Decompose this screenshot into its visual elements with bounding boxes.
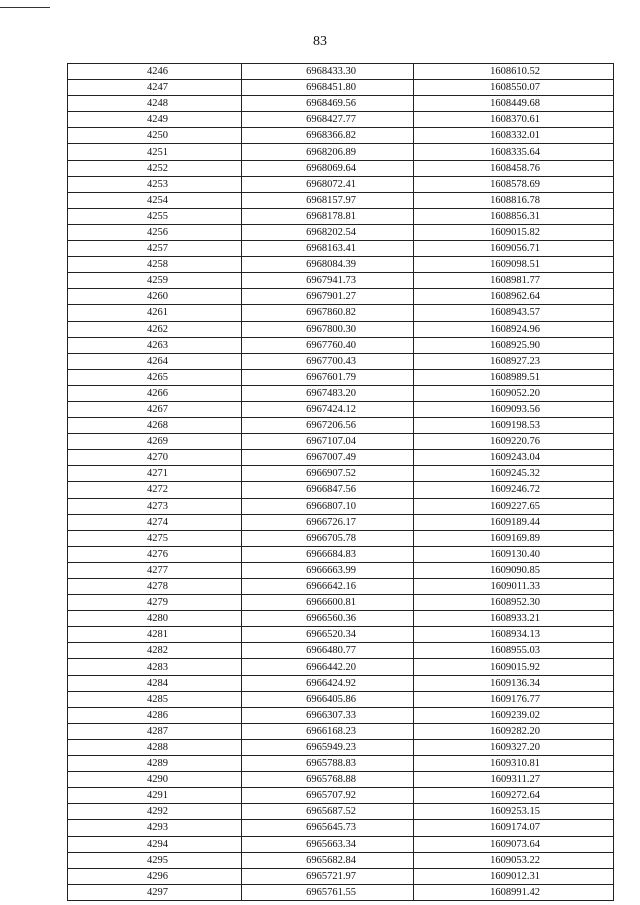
point-number-cell: 4284 — [68, 675, 242, 691]
table-row — [68, 723, 614, 739]
table-row — [68, 788, 614, 804]
y-coordinate-cell: 1609243.04 — [414, 450, 614, 466]
y-coordinate-cell: 1609056.71 — [414, 241, 614, 257]
x-coordinate-cell: 6968202.54 — [242, 224, 414, 240]
table-row — [68, 627, 614, 643]
table-row — [68, 836, 614, 852]
x-coordinate-cell: 6965788.83 — [242, 756, 414, 772]
x-coordinate-cell: 6968163.41 — [242, 241, 414, 257]
table-row — [68, 595, 614, 611]
y-coordinate-cell: 1609245.32 — [414, 466, 614, 482]
y-coordinate-cell: 1608335.64 — [414, 144, 614, 160]
point-number-cell: 4269 — [68, 434, 242, 450]
table-row — [68, 514, 614, 530]
x-coordinate-cell: 6966705.78 — [242, 530, 414, 546]
x-coordinate-cell: 6966520.34 — [242, 627, 414, 643]
table-row — [68, 691, 614, 707]
x-coordinate-cell: 6968433.30 — [242, 64, 414, 80]
x-coordinate-cell: 6968366.82 — [242, 128, 414, 144]
x-coordinate-cell: 6967206.56 — [242, 418, 414, 434]
x-coordinate-cell: 6965645.73 — [242, 820, 414, 836]
x-coordinate-cell: 6967601.79 — [242, 369, 414, 385]
y-coordinate-cell: 1609220.76 — [414, 434, 614, 450]
x-coordinate-cell: 6967007.49 — [242, 450, 414, 466]
x-coordinate-cell: 6967700.43 — [242, 353, 414, 369]
table-row — [68, 64, 614, 80]
page-number: 83 — [313, 34, 327, 49]
x-coordinate-cell: 6966442.20 — [242, 659, 414, 675]
point-number-cell: 4257 — [68, 241, 242, 257]
y-coordinate-cell: 1609098.51 — [414, 257, 614, 273]
y-coordinate-cell: 1609239.02 — [414, 707, 614, 723]
y-coordinate-cell: 1608981.77 — [414, 273, 614, 289]
table-row — [68, 450, 614, 466]
y-coordinate-cell: 1608934.13 — [414, 627, 614, 643]
y-coordinate-cell: 1609052.20 — [414, 385, 614, 401]
y-coordinate-cell: 1609327.20 — [414, 739, 614, 755]
table-row — [68, 804, 614, 820]
table-row — [68, 852, 614, 868]
y-coordinate-cell: 1608989.51 — [414, 369, 614, 385]
x-coordinate-cell: 6965663.34 — [242, 836, 414, 852]
point-number-cell: 4251 — [68, 144, 242, 160]
y-coordinate-cell: 1608952.30 — [414, 595, 614, 611]
x-coordinate-cell: 6966684.83 — [242, 546, 414, 562]
table-row — [68, 756, 614, 772]
point-number-cell: 4256 — [68, 224, 242, 240]
point-number-cell: 4252 — [68, 160, 242, 176]
y-coordinate-cell: 1609130.40 — [414, 546, 614, 562]
x-coordinate-cell: 6967800.30 — [242, 321, 414, 337]
y-coordinate-cell: 1609253.15 — [414, 804, 614, 820]
table-row — [68, 739, 614, 755]
point-number-cell: 4266 — [68, 385, 242, 401]
y-coordinate-cell: 1609169.89 — [414, 530, 614, 546]
x-coordinate-cell: 6968084.39 — [242, 257, 414, 273]
table-row — [68, 434, 614, 450]
table-row — [68, 369, 614, 385]
corner-rule — [0, 7, 50, 8]
x-coordinate-cell: 6967901.27 — [242, 289, 414, 305]
point-number-cell: 4258 — [68, 257, 242, 273]
x-coordinate-cell: 6966807.10 — [242, 498, 414, 514]
x-coordinate-cell: 6965761.55 — [242, 884, 414, 900]
table-row — [68, 820, 614, 836]
point-number-cell: 4270 — [68, 450, 242, 466]
y-coordinate-cell: 1609310.81 — [414, 756, 614, 772]
point-number-cell: 4297 — [68, 884, 242, 900]
coordinate-table-body — [68, 64, 614, 901]
point-number-cell: 4276 — [68, 546, 242, 562]
point-number-cell: 4246 — [68, 64, 242, 80]
point-number-cell: 4268 — [68, 418, 242, 434]
y-coordinate-cell: 1609015.82 — [414, 224, 614, 240]
x-coordinate-cell: 6968178.81 — [242, 208, 414, 224]
point-number-cell: 4247 — [68, 80, 242, 96]
y-coordinate-cell: 1609189.44 — [414, 514, 614, 530]
x-coordinate-cell: 6966405.86 — [242, 691, 414, 707]
x-coordinate-cell: 6968206.89 — [242, 144, 414, 160]
y-coordinate-cell: 1609227.65 — [414, 498, 614, 514]
table-row — [68, 337, 614, 353]
table-row — [68, 772, 614, 788]
y-coordinate-cell: 1609093.56 — [414, 401, 614, 417]
point-number-cell: 4291 — [68, 788, 242, 804]
point-number-cell: 4253 — [68, 176, 242, 192]
table-row — [68, 659, 614, 675]
point-number-cell: 4262 — [68, 321, 242, 337]
point-number-cell: 4294 — [68, 836, 242, 852]
x-coordinate-cell: 6968072.41 — [242, 176, 414, 192]
y-coordinate-cell: 1609012.31 — [414, 868, 614, 884]
x-coordinate-cell: 6968157.97 — [242, 192, 414, 208]
x-coordinate-cell: 6966642.16 — [242, 579, 414, 595]
point-number-cell: 4275 — [68, 530, 242, 546]
y-coordinate-cell: 1608370.61 — [414, 112, 614, 128]
point-number-cell: 4254 — [68, 192, 242, 208]
point-number-cell: 4273 — [68, 498, 242, 514]
table-row — [68, 562, 614, 578]
x-coordinate-cell: 6965707.92 — [242, 788, 414, 804]
table-row — [68, 546, 614, 562]
y-coordinate-cell: 1608933.21 — [414, 611, 614, 627]
point-number-cell: 4260 — [68, 289, 242, 305]
point-number-cell: 4287 — [68, 723, 242, 739]
x-coordinate-cell: 6966726.17 — [242, 514, 414, 530]
table-row — [68, 498, 614, 514]
x-coordinate-cell: 6965687.52 — [242, 804, 414, 820]
table-row — [68, 96, 614, 112]
y-coordinate-cell: 1608925.90 — [414, 337, 614, 353]
table-row — [68, 401, 614, 417]
y-coordinate-cell: 1609246.72 — [414, 482, 614, 498]
y-coordinate-cell: 1608856.31 — [414, 208, 614, 224]
x-coordinate-cell: 6968427.77 — [242, 112, 414, 128]
y-coordinate-cell: 1609282.20 — [414, 723, 614, 739]
y-coordinate-cell: 1608610.52 — [414, 64, 614, 80]
point-number-cell: 4271 — [68, 466, 242, 482]
table-row — [68, 289, 614, 305]
point-number-cell: 4296 — [68, 868, 242, 884]
x-coordinate-cell: 6966168.23 — [242, 723, 414, 739]
x-coordinate-cell: 6966907.52 — [242, 466, 414, 482]
y-coordinate-cell: 1609176.77 — [414, 691, 614, 707]
table-row — [68, 208, 614, 224]
y-coordinate-cell: 1608924.96 — [414, 321, 614, 337]
x-coordinate-cell: 6965949.23 — [242, 739, 414, 755]
point-number-cell: 4250 — [68, 128, 242, 144]
x-coordinate-cell: 6968069.64 — [242, 160, 414, 176]
point-number-cell: 4277 — [68, 562, 242, 578]
x-coordinate-cell: 6965682.84 — [242, 852, 414, 868]
x-coordinate-cell: 6965721.97 — [242, 868, 414, 884]
table-row — [68, 128, 614, 144]
point-number-cell: 4285 — [68, 691, 242, 707]
y-coordinate-cell: 1609198.53 — [414, 418, 614, 434]
point-number-cell: 4279 — [68, 595, 242, 611]
x-coordinate-cell: 6967424.12 — [242, 401, 414, 417]
y-coordinate-cell: 1609174.07 — [414, 820, 614, 836]
x-coordinate-cell: 6968451.80 — [242, 80, 414, 96]
point-number-cell: 4261 — [68, 305, 242, 321]
table-row — [68, 321, 614, 337]
table-row — [68, 353, 614, 369]
y-coordinate-cell: 1608550.07 — [414, 80, 614, 96]
y-coordinate-cell: 1608927.23 — [414, 353, 614, 369]
table-row — [68, 482, 614, 498]
y-coordinate-cell: 1609090.85 — [414, 562, 614, 578]
y-coordinate-cell: 1608449.68 — [414, 96, 614, 112]
point-number-cell: 4295 — [68, 852, 242, 868]
point-number-cell: 4267 — [68, 401, 242, 417]
y-coordinate-cell: 1608578.69 — [414, 176, 614, 192]
x-coordinate-cell: 6966560.36 — [242, 611, 414, 627]
table-row — [68, 868, 614, 884]
y-coordinate-cell: 1608962.64 — [414, 289, 614, 305]
x-coordinate-cell: 6967483.20 — [242, 385, 414, 401]
table-row — [68, 273, 614, 289]
point-number-cell: 4281 — [68, 627, 242, 643]
x-coordinate-cell: 6967860.82 — [242, 305, 414, 321]
y-coordinate-cell: 1608458.76 — [414, 160, 614, 176]
table-row — [68, 112, 614, 128]
table-row — [68, 385, 614, 401]
table-row — [68, 530, 614, 546]
point-number-cell: 4264 — [68, 353, 242, 369]
x-coordinate-cell: 6967941.73 — [242, 273, 414, 289]
y-coordinate-cell: 1608955.03 — [414, 643, 614, 659]
table-row — [68, 675, 614, 691]
point-number-cell: 4274 — [68, 514, 242, 530]
table-row — [68, 160, 614, 176]
point-number-cell: 4283 — [68, 659, 242, 675]
coordinate-table — [67, 63, 614, 901]
table-row — [68, 241, 614, 257]
table-row — [68, 144, 614, 160]
point-number-cell: 4272 — [68, 482, 242, 498]
x-coordinate-cell: 6966307.33 — [242, 707, 414, 723]
table-row — [68, 80, 614, 96]
point-number-cell: 4290 — [68, 772, 242, 788]
table-row — [68, 418, 614, 434]
x-coordinate-cell: 6966663.99 — [242, 562, 414, 578]
x-coordinate-cell: 6968469.56 — [242, 96, 414, 112]
point-number-cell: 4259 — [68, 273, 242, 289]
x-coordinate-cell: 6966424.92 — [242, 675, 414, 691]
table-row — [68, 466, 614, 482]
x-coordinate-cell: 6966600.81 — [242, 595, 414, 611]
y-coordinate-cell: 1608332.01 — [414, 128, 614, 144]
point-number-cell: 4289 — [68, 756, 242, 772]
y-coordinate-cell: 1609136.34 — [414, 675, 614, 691]
x-coordinate-cell: 6965768.88 — [242, 772, 414, 788]
y-coordinate-cell: 1609272.64 — [414, 788, 614, 804]
table-row — [68, 176, 614, 192]
x-coordinate-cell: 6966847.56 — [242, 482, 414, 498]
y-coordinate-cell: 1609053.22 — [414, 852, 614, 868]
point-number-cell: 4249 — [68, 112, 242, 128]
table-row — [68, 884, 614, 900]
y-coordinate-cell: 1609073.64 — [414, 836, 614, 852]
table-row — [68, 192, 614, 208]
table-row — [68, 224, 614, 240]
table-row — [68, 579, 614, 595]
point-number-cell: 4292 — [68, 804, 242, 820]
y-coordinate-cell: 1609015.92 — [414, 659, 614, 675]
point-number-cell: 4263 — [68, 337, 242, 353]
x-coordinate-cell: 6967760.40 — [242, 337, 414, 353]
point-number-cell: 4288 — [68, 739, 242, 755]
y-coordinate-cell: 1609311.27 — [414, 772, 614, 788]
point-number-cell: 4265 — [68, 369, 242, 385]
y-coordinate-cell: 1608991.42 — [414, 884, 614, 900]
table-row — [68, 305, 614, 321]
point-number-cell: 4286 — [68, 707, 242, 723]
point-number-cell: 4278 — [68, 579, 242, 595]
y-coordinate-cell: 1609011.33 — [414, 579, 614, 595]
x-coordinate-cell: 6966480.77 — [242, 643, 414, 659]
table-row — [68, 643, 614, 659]
y-coordinate-cell: 1608816.78 — [414, 192, 614, 208]
point-number-cell: 4248 — [68, 96, 242, 112]
point-number-cell: 4293 — [68, 820, 242, 836]
table-row — [68, 257, 614, 273]
table-row — [68, 611, 614, 627]
y-coordinate-cell: 1608943.57 — [414, 305, 614, 321]
point-number-cell: 4280 — [68, 611, 242, 627]
point-number-cell: 4282 — [68, 643, 242, 659]
table-row — [68, 707, 614, 723]
point-number-cell: 4255 — [68, 208, 242, 224]
x-coordinate-cell: 6967107.04 — [242, 434, 414, 450]
